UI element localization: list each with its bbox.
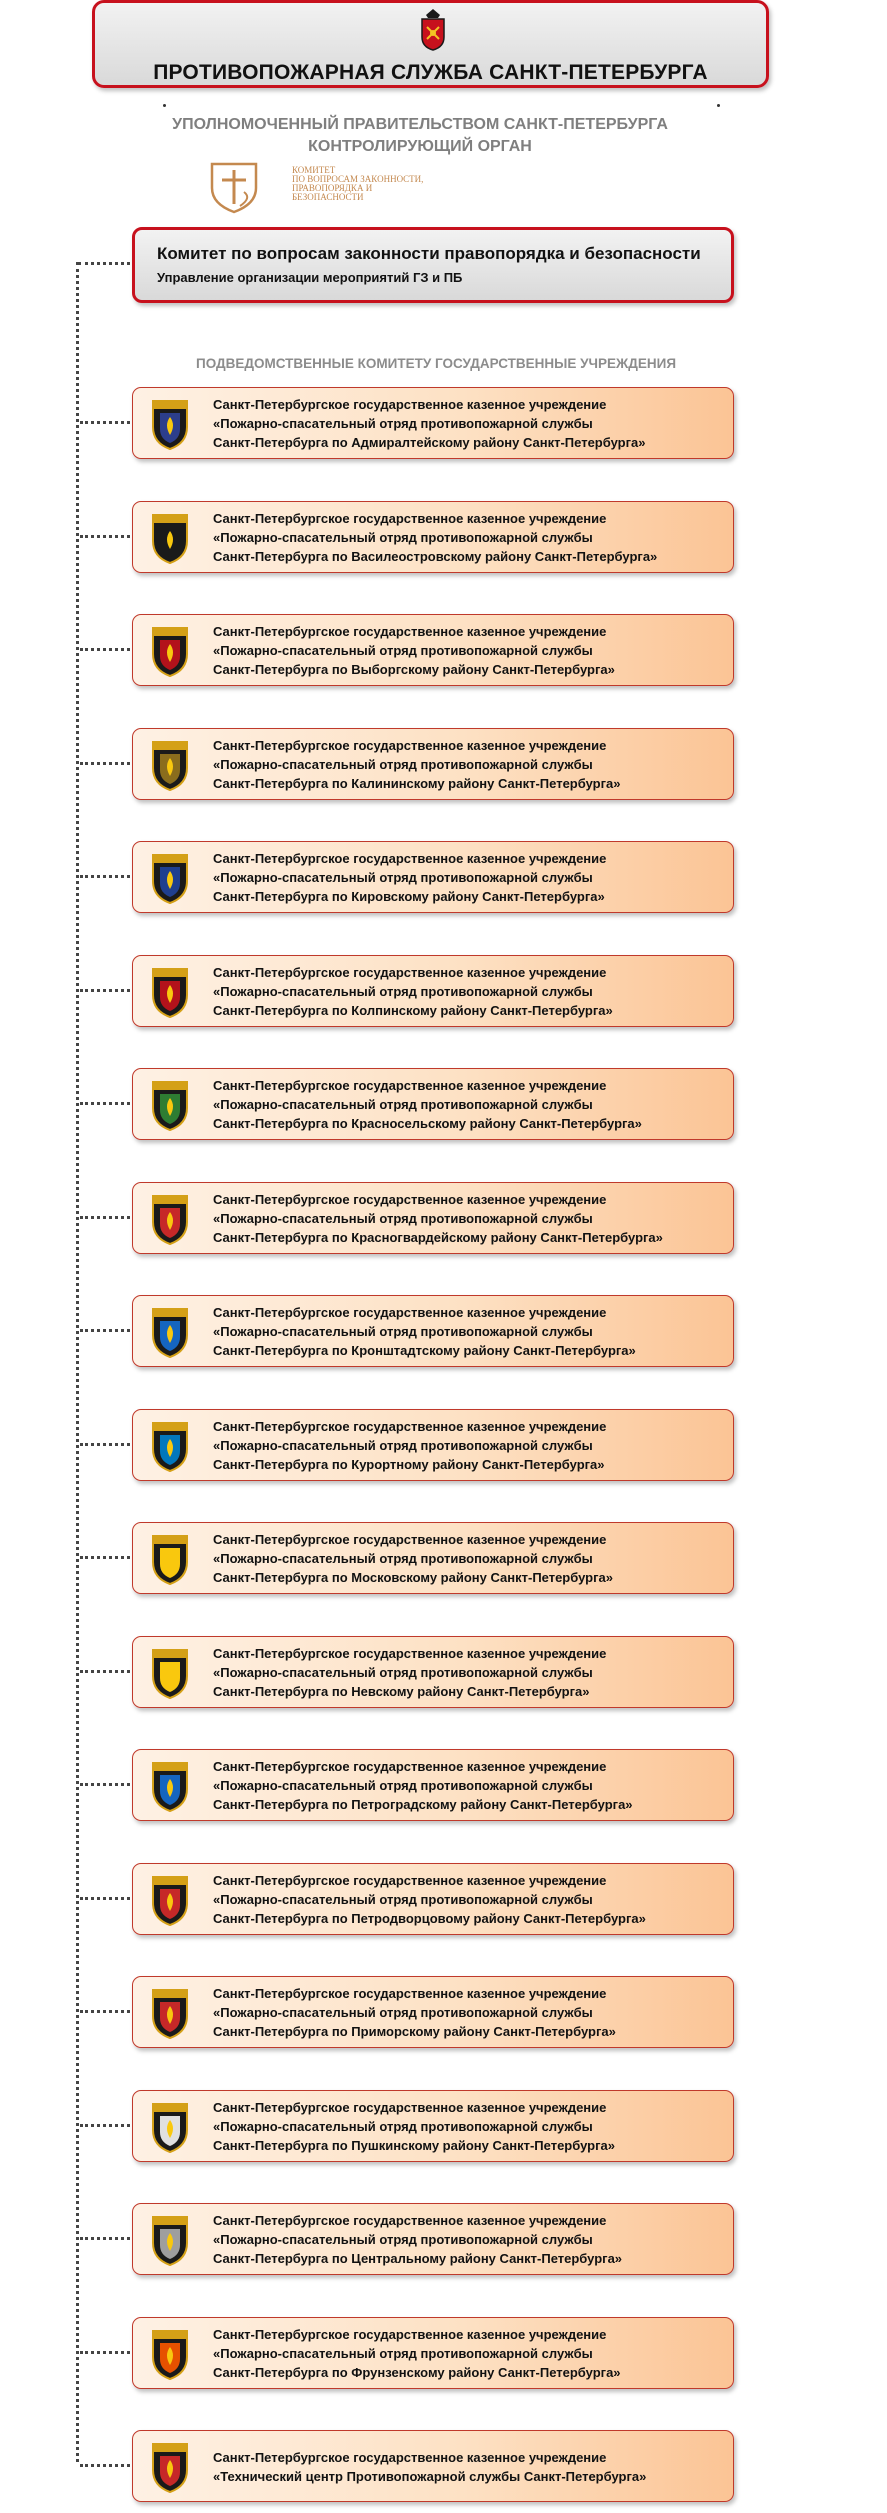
unit-line-3: Санкт-Петербурга по Кировскому району Санкт-Петербурга» bbox=[213, 889, 605, 904]
unit-line-2: «Пожарно-спасательный отряд противопожарной службы bbox=[213, 643, 593, 658]
committee-connector bbox=[78, 262, 130, 265]
unit-box-6 bbox=[132, 955, 734, 1027]
committee-logo-line-3: ПРАВОПОРЯДКА И БЕЗОПАСНОСТИ bbox=[292, 183, 373, 202]
unit-line-2: «Пожарно-спасательный отряд противопожарной службы bbox=[213, 2119, 593, 2134]
unit-connector bbox=[80, 1556, 130, 1559]
unit-box-12 bbox=[132, 1636, 734, 1708]
committee-logo-line-2: ПО ВОПРОСАМ ЗАКОННОСТИ, bbox=[292, 174, 424, 184]
unit-text bbox=[213, 2448, 728, 2486]
unit-box-7 bbox=[132, 1068, 734, 1140]
unit-connector bbox=[80, 1443, 130, 1446]
unit-connector bbox=[80, 989, 130, 992]
committee-subtitle: Управление организации мероприятий ГЗ и ПБ bbox=[157, 270, 463, 285]
unit-connector bbox=[80, 2124, 130, 2127]
authority-line-2: КОНТРОЛИРУЮЩИЙ ОРГАН bbox=[308, 138, 532, 155]
unit-connector bbox=[80, 421, 130, 424]
fire-unit-emblem-icon bbox=[150, 2213, 190, 2267]
unit-line-2: «Пожарно-спасательный отряд противопожарной службы bbox=[213, 1778, 593, 1793]
committee-logo-line-1: КОМИТЕТ bbox=[292, 165, 336, 175]
fire-unit-emblem-icon bbox=[150, 1532, 190, 1586]
unit-line-2: «Пожарно-спасательный отряд противопожарной службы bbox=[213, 1551, 593, 1566]
unit-line-2: «Технический центр Противопожарной службы Санкт-Петербурга» bbox=[213, 2469, 647, 2484]
unit-line-1: Санкт-Петербургское государственное казенное учреждение bbox=[213, 397, 607, 412]
authority-line-1: УПОЛНОМОЧЕННЫЙ ПРАВИТЕЛЬСТВОМ САНКТ-ПЕТЕРБУРГА bbox=[172, 116, 668, 133]
unit-line-1: Санкт-Петербургское государственное казенное учреждение bbox=[213, 2213, 607, 2228]
unit-line-2: «Пожарно-спасательный отряд противопожарной службы bbox=[213, 1211, 593, 1226]
unit-text bbox=[213, 1644, 728, 1701]
unit-line-3: Санкт-Петербурга по Центральному району Санкт-Петербурга» bbox=[213, 2251, 623, 2266]
unit-connector bbox=[80, 1216, 130, 1219]
unit-line-1: Санкт-Петербургское государственное казенное учреждение bbox=[213, 2327, 607, 2342]
unit-connector bbox=[80, 2010, 130, 2013]
unit-line-1: Санкт-Петербургское государственное казенное учреждение bbox=[213, 1305, 607, 1320]
unit-box-4 bbox=[132, 728, 734, 800]
unit-line-3: Санкт-Петербурга по Приморскому району Санкт-Петербурга» bbox=[213, 2024, 616, 2039]
unit-line-1: Санкт-Петербургское государственное казенное учреждение bbox=[213, 851, 607, 866]
unit-box-5 bbox=[132, 841, 734, 913]
unit-text bbox=[213, 1303, 728, 1360]
vertical-connector bbox=[76, 262, 79, 2462]
unit-line-2: «Пожарно-спасательный отряд противопожарной службы bbox=[213, 1438, 593, 1453]
unit-line-2: «Пожарно-спасательный отряд противопожарной службы bbox=[213, 984, 593, 999]
unit-box-18 bbox=[132, 2317, 734, 2389]
fire-unit-emblem-icon bbox=[150, 1419, 190, 1473]
unit-box-19 bbox=[132, 2430, 734, 2502]
unit-text bbox=[213, 2098, 728, 2155]
unit-line-1: Санкт-Петербургское государственное казенное учреждение bbox=[213, 511, 607, 526]
unit-connector bbox=[80, 1783, 130, 1786]
fire-unit-emblem-icon bbox=[150, 1192, 190, 1246]
unit-line-1: Санкт-Петербургское государственное казенное учреждение bbox=[213, 1986, 607, 2001]
committee-title: Комитет по вопросам законности правопорядка и безопасности bbox=[157, 244, 701, 263]
unit-line-1: Санкт-Петербургское государственное казенное учреждение bbox=[213, 738, 607, 753]
unit-connector bbox=[80, 2464, 130, 2467]
unit-text bbox=[213, 1530, 728, 1587]
unit-text bbox=[213, 622, 728, 679]
fire-unit-emblem-icon bbox=[150, 965, 190, 1019]
unit-line-3: Санкт-Петербурга по Петродворцовому району Санкт-Петербурга» bbox=[213, 1911, 646, 1926]
unit-line-1: Санкт-Петербургское государственное казенное учреждение bbox=[213, 2450, 607, 2465]
unit-line-3: Санкт-Петербурга по Петроградскому району Санкт-Петербурга» bbox=[213, 1797, 633, 1812]
unit-line-3: Санкт-Петербурга по Калининскому району Санкт-Петербурга» bbox=[213, 776, 621, 791]
unit-text bbox=[213, 1417, 728, 1474]
decorative-dot bbox=[163, 104, 166, 107]
fire-unit-emblem-icon bbox=[150, 738, 190, 792]
fire-unit-emblem-icon bbox=[150, 397, 190, 451]
unit-box-8 bbox=[132, 1182, 734, 1254]
unit-line-1: Санкт-Петербургское государственное казенное учреждение bbox=[213, 1532, 607, 1547]
unit-box-13 bbox=[132, 1749, 734, 1821]
unit-box-9 bbox=[132, 1295, 734, 1367]
unit-box-10 bbox=[132, 1409, 734, 1481]
unit-line-1: Санкт-Петербургское государственное казенное учреждение bbox=[213, 1078, 607, 1093]
unit-connector bbox=[80, 1670, 130, 1673]
fire-unit-emblem-icon bbox=[150, 624, 190, 678]
unit-connector bbox=[80, 875, 130, 878]
header-title: ПРОТИВОПОЖАРНАЯ СЛУЖБА САНКТ-ПЕТЕРБУРГА bbox=[153, 61, 708, 84]
unit-line-3: Санкт-Петербурга по Фрунзенскому району Санкт-Петербурга» bbox=[213, 2365, 621, 2380]
unit-line-1: Санкт-Петербургское государственное казенное учреждение bbox=[213, 1419, 607, 1434]
unit-connector bbox=[80, 535, 130, 538]
fire-unit-emblem-icon bbox=[150, 1759, 190, 1813]
fire-unit-emblem-icon bbox=[150, 2440, 190, 2494]
unit-line-3: Санкт-Петербурга по Красногвардейскому району Санкт-Петербурга» bbox=[213, 1230, 663, 1245]
unit-line-2: «Пожарно-спасательный отряд противопожарной службы bbox=[213, 757, 593, 772]
unit-line-3: Санкт-Петербурга по Кронштадтскому району Санкт-Петербурга» bbox=[213, 1343, 636, 1358]
unit-box-11 bbox=[132, 1522, 734, 1594]
unit-line-3: Санкт-Петербурга по Московскому району Санкт-Петербурга» bbox=[213, 1570, 613, 1585]
fire-unit-emblem-icon bbox=[150, 2100, 190, 2154]
unit-line-2: «Пожарно-спасательный отряд противопожарной службы bbox=[213, 1892, 593, 1907]
unit-line-3: Санкт-Петербурга по Василеостровскому району Санкт-Петербурга» bbox=[213, 549, 658, 564]
unit-line-2: «Пожарно-спасательный отряд противопожарной службы bbox=[213, 1665, 593, 1680]
fire-unit-emblem-icon bbox=[150, 2327, 190, 2381]
unit-connector bbox=[80, 1897, 130, 1900]
fire-unit-emblem-icon bbox=[150, 1986, 190, 2040]
fire-unit-emblem-icon bbox=[150, 1873, 190, 1927]
unit-line-3: Санкт-Петербурга по Курортному району Санкт-Петербурга» bbox=[213, 1457, 605, 1472]
committee-logo-text bbox=[292, 166, 424, 202]
committee-logo bbox=[204, 158, 424, 214]
unit-connector bbox=[80, 1102, 130, 1105]
unit-line-1: Санкт-Петербургское государственное казенное учреждение bbox=[213, 965, 607, 980]
unit-line-2: «Пожарно-спасательный отряд противопожарной службы bbox=[213, 1324, 593, 1339]
unit-line-3: Санкт-Петербурга по Колпинскому району Санкт-Петербурга» bbox=[213, 1003, 613, 1018]
unit-line-1: Санкт-Петербургское государственное казенное учреждение bbox=[213, 1759, 607, 1774]
unit-line-3: Санкт-Петербурга по Адмиралтейскому району Санкт-Петербурга» bbox=[213, 435, 646, 450]
unit-connector bbox=[80, 648, 130, 651]
unit-line-3: Санкт-Петербурга по Выборгскому району Санкт-Петербурга» bbox=[213, 662, 615, 677]
unit-text bbox=[213, 849, 728, 906]
unit-text bbox=[213, 1871, 728, 1928]
subordinate-heading: ПОДВЕДОМСТВЕННЫЕ КОМИТЕТУ ГОСУДАРСТВЕННЫЕ УЧРЕЖДЕНИЯ bbox=[196, 356, 677, 371]
spb-coat-of-arms-icon bbox=[418, 7, 448, 51]
unit-line-2: «Пожарно-спасательный отряд противопожарной службы bbox=[213, 2232, 593, 2247]
unit-line-1: Санкт-Петербургское государственное казенное учреждение bbox=[213, 1873, 607, 1888]
unit-line-2: «Пожарно-спасательный отряд противопожарной службы bbox=[213, 2005, 593, 2020]
unit-box-17 bbox=[132, 2203, 734, 2275]
committee-box bbox=[132, 227, 734, 303]
fire-unit-emblem-icon bbox=[150, 851, 190, 905]
unit-box-16 bbox=[132, 2090, 734, 2162]
unit-line-1: Санкт-Петербургское государственное казенное учреждение bbox=[213, 624, 607, 639]
unit-line-2: «Пожарно-спасательный отряд противопожарной службы bbox=[213, 870, 593, 885]
unit-text bbox=[213, 2211, 728, 2268]
unit-line-2: «Пожарно-спасательный отряд противопожарной службы bbox=[213, 416, 593, 431]
unit-line-2: «Пожарно-спасательный отряд противопожарной службы bbox=[213, 2346, 593, 2361]
fire-unit-emblem-icon bbox=[150, 511, 190, 565]
unit-line-3: Санкт-Петербурга по Пушкинскому району Санкт-Петербурга» bbox=[213, 2138, 615, 2153]
unit-box-2 bbox=[132, 501, 734, 573]
header-banner bbox=[92, 0, 769, 88]
unit-text bbox=[213, 1984, 728, 2041]
fire-unit-emblem-icon bbox=[150, 1305, 190, 1359]
unit-connector bbox=[80, 2237, 130, 2240]
unit-text bbox=[213, 2325, 728, 2382]
unit-box-14 bbox=[132, 1863, 734, 1935]
unit-text bbox=[213, 963, 728, 1020]
unit-text bbox=[213, 395, 728, 452]
decorative-dot bbox=[717, 104, 720, 107]
unit-text bbox=[213, 736, 728, 793]
unit-connector bbox=[80, 2351, 130, 2354]
unit-connector bbox=[80, 1329, 130, 1332]
unit-line-2: «Пожарно-спасательный отряд противопожарной службы bbox=[213, 1097, 593, 1112]
unit-connector bbox=[80, 762, 130, 765]
fire-unit-emblem-icon bbox=[150, 1078, 190, 1132]
unit-line-1: Санкт-Петербургское государственное казенное учреждение bbox=[213, 1192, 607, 1207]
unit-line-1: Санкт-Петербургское государственное казенное учреждение bbox=[213, 1646, 607, 1661]
unit-line-2: «Пожарно-спасательный отряд противопожарной службы bbox=[213, 530, 593, 545]
unit-text bbox=[213, 509, 728, 566]
fire-unit-emblem-icon bbox=[150, 1646, 190, 1700]
unit-line-3: Санкт-Петербурга по Красносельскому району Санкт-Петербурга» bbox=[213, 1116, 642, 1131]
unit-text bbox=[213, 1076, 728, 1133]
committee-emblem-icon bbox=[204, 158, 264, 214]
unit-text bbox=[213, 1190, 728, 1247]
unit-line-1: Санкт-Петербургское государственное казенное учреждение bbox=[213, 2100, 607, 2115]
unit-line-3: Санкт-Петербурга по Невскому району Санкт-Петербурга» bbox=[213, 1684, 590, 1699]
unit-box-3 bbox=[132, 614, 734, 686]
unit-box-1 bbox=[132, 387, 734, 459]
unit-text bbox=[213, 1757, 728, 1814]
unit-box-15 bbox=[132, 1976, 734, 2048]
